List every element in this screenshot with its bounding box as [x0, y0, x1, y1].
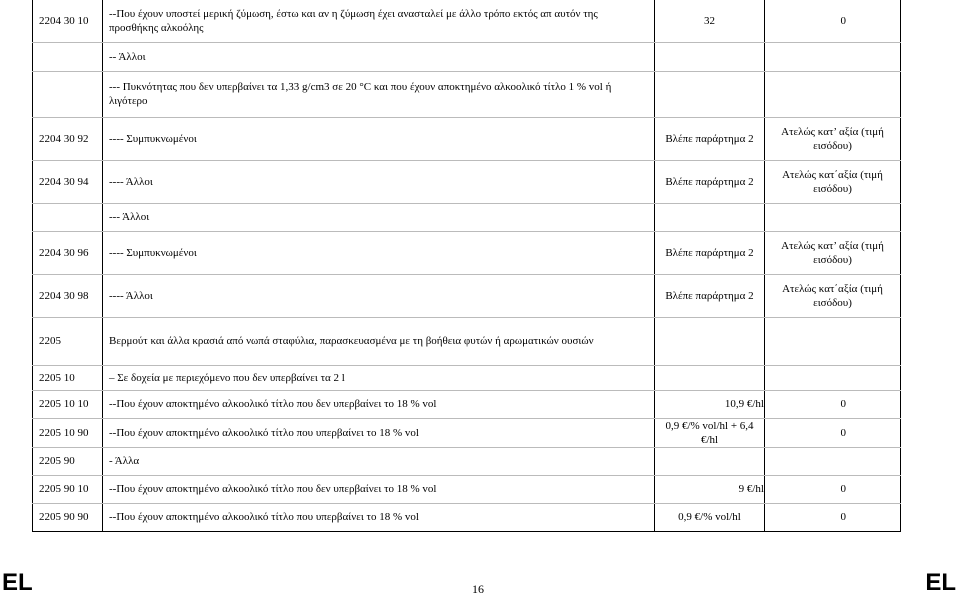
cn-code: 2204 30 10: [33, 0, 103, 42]
cn-code: 2205: [33, 317, 103, 365]
cn-code: 2205 90 10: [33, 475, 103, 503]
duty-rate: [655, 71, 765, 117]
entry-price: 0: [765, 418, 901, 447]
table-row: [33, 160, 901, 203]
description: - Άλλα: [103, 447, 655, 475]
entry-price: 0: [765, 503, 901, 531]
entry-price: [765, 447, 901, 475]
table-row: [33, 117, 901, 160]
description: Βερμούτ και άλλα κρασιά από νωπά σταφύλια, παρασκευασμένα με τη βοήθεια φυτών ή αρωματικών ουσιών: [103, 317, 655, 365]
entry-price: [765, 317, 901, 365]
duty-rate: [655, 42, 765, 71]
table-row: [33, 274, 901, 317]
table-row: [33, 447, 901, 475]
entry-price: 0: [765, 0, 901, 42]
table-row: [33, 503, 901, 531]
duty-rate: Βλέπε παράρτημα 2: [655, 274, 765, 317]
duty-rate: 0,9 €/% vol/hl: [655, 503, 765, 531]
duty-rate: [655, 203, 765, 231]
cn-code: 2205 90 90: [33, 503, 103, 531]
table-row: [33, 231, 901, 274]
cn-code: 2205 10 90: [33, 418, 103, 447]
cn-code: 2204 30 92: [33, 117, 103, 160]
description: --Που έχουν υποστεί μερική ζύμωση, έστω και αν η ζύμωση έχει ανασταλεί με άλλο τρόπο εκτός απ αυτόν της προσθήκης αλκοόλης: [103, 0, 655, 42]
cn-code: [33, 42, 103, 71]
description: -- Άλλοι: [103, 42, 655, 71]
cn-code: 2204 30 98: [33, 274, 103, 317]
table-row: [33, 475, 901, 503]
description: --Που έχουν αποκτημένο αλκοολικό τίτλο που υπερβαίνει το 18 % vol: [103, 418, 655, 447]
entry-price: 0: [765, 390, 901, 418]
entry-price: [765, 365, 901, 390]
duty-rate: Βλέπε παράρτημα 2: [655, 231, 765, 274]
entry-price: [765, 42, 901, 71]
duty-rate: 10,9 €/hl: [655, 390, 765, 418]
cn-code: 2204 30 96: [33, 231, 103, 274]
description: ---- Άλλοι: [103, 160, 655, 203]
table-row: [33, 0, 901, 42]
language-mark-left: EL: [2, 569, 33, 596]
table-row: [33, 317, 901, 365]
cn-code: 2205 90: [33, 447, 103, 475]
entry-price: Ατελώς κατ΄αξία (τιμή εισόδου): [765, 160, 901, 203]
entry-price: [765, 71, 901, 117]
entry-price: 0: [765, 475, 901, 503]
description: --- Άλλοι: [103, 203, 655, 231]
description: --Που έχουν αποκτημένο αλκοολικό τίτλο που δεν υπερβαίνει το 18 % vol: [103, 390, 655, 418]
table-row: [33, 390, 901, 418]
description: ---- Συμπυκνωμένοι: [103, 117, 655, 160]
description: ---- Συμπυκνωμένοι: [103, 231, 655, 274]
entry-price: Ατελώς κατ΄αξία (τιμή εισόδου): [765, 274, 901, 317]
duty-rate: Βλέπε παράρτημα 2: [655, 160, 765, 203]
description: --Που έχουν αποκτημένο αλκοολικό τίτλο που υπερβαίνει το 18 % vol: [103, 503, 655, 531]
duty-rate: [655, 365, 765, 390]
description: --Που έχουν αποκτημένο αλκοολικό τίτλο που δεν υπερβαίνει το 18 % vol: [103, 475, 655, 503]
cn-code: [33, 203, 103, 231]
duty-rate: 0,9 €/% vol/hl + 6,4 €/hl: [655, 418, 765, 447]
cn-code: [33, 71, 103, 117]
entry-price: Ατελώς κατ’ αξία (τιμή εισόδου): [765, 231, 901, 274]
entry-price: Ατελώς κατ’ αξία (τιμή εισόδου): [765, 117, 901, 160]
table-row: [33, 203, 901, 231]
duty-rate: Βλέπε παράρτημα 2: [655, 117, 765, 160]
table-row: [33, 71, 901, 117]
cn-code: 2205 10 10: [33, 390, 103, 418]
description: --- Πυκνότητας που δεν υπερβαίνει τα 1,33 g/cm3 σε 20 °C και που έχουν αποκτημένο αλκοολικό τίτλο 1 % vol ή λιγότερο: [103, 71, 655, 117]
duty-rate: [655, 317, 765, 365]
language-mark-right: EL: [925, 569, 956, 596]
table-row: [33, 418, 901, 447]
duty-rate: [655, 447, 765, 475]
table-row: [33, 42, 901, 71]
entry-price: [765, 203, 901, 231]
tariff-table: [32, 0, 901, 532]
duty-rate: 9 €/hl: [655, 475, 765, 503]
description: – Σε δοχεία με περιεχόμενο που δεν υπερβαίνει τα 2 l: [103, 365, 655, 390]
table-row: [33, 365, 901, 390]
duty-rate: 32: [655, 0, 765, 42]
page-number: 16: [472, 582, 484, 596]
cn-code: 2205 10: [33, 365, 103, 390]
cn-code: 2204 30 94: [33, 160, 103, 203]
description: ---- Άλλοι: [103, 274, 655, 317]
